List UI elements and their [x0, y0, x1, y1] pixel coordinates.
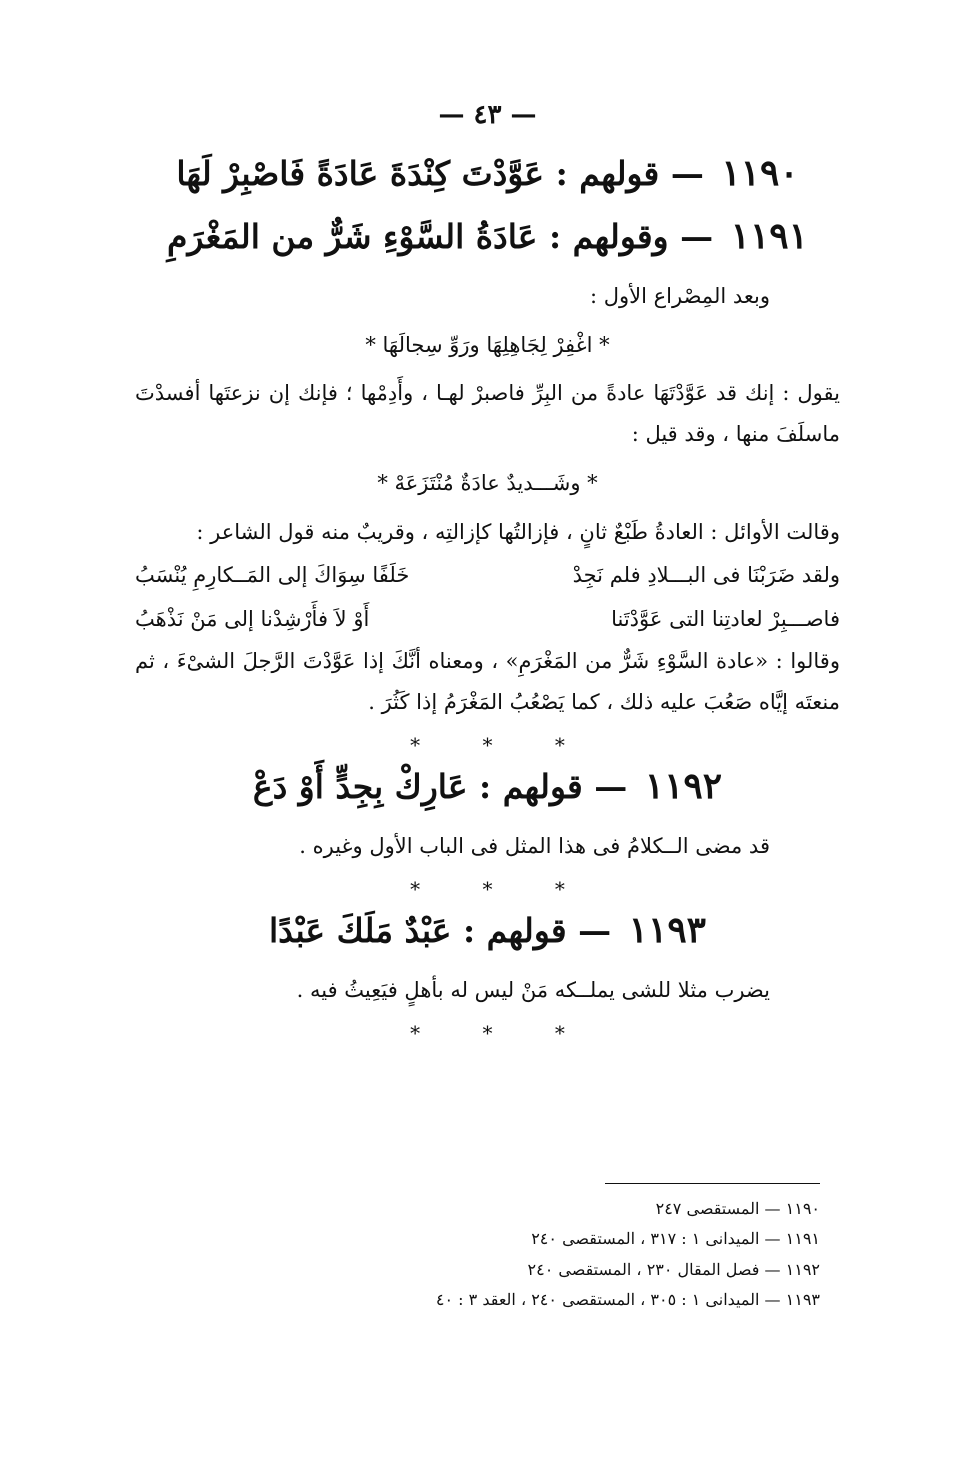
entry-number: ١١٩٠ — [721, 152, 799, 194]
footnote: ١١٩١ — الميدانى ١ : ٣١٧ ، المستقصى ٢٤٠ — [531, 1229, 820, 1249]
paragraph-awail: وقالت الأوائل : العادةُ طَبْعٌ ثانٍ ، فإزالتُها كإزالتِه ، وقريبٌ منه قول الشاعر : — [196, 520, 840, 545]
entry-number: ١١٩٣ — [628, 909, 707, 952]
poem-hemistich-first: ولقد ضَرَبْنَا فى البـــلادِ فلم نَجِدْ — [572, 563, 840, 588]
entry-heading-1193 — [135, 907, 840, 954]
entry-title: — قولهم : عَوَّدْتَ كِنْدَةَ عَادَةً فَاصْبِرْ لَهَا — [176, 154, 704, 193]
entry-number: ١١٩١ — [730, 214, 808, 257]
poem-hemistich-second: أَوْ لاَ فأَرْشِدْنا إلى مَنْ نَذْهَبُ — [135, 607, 370, 632]
paragraph-explanation: يقول : إنك قد عَوَّدْتَهَا عادةً من البِرِّ فاصبرْ لهـا ، وأَدِمْها ؛ فإنك إن نزعتَها أفسدْتَ ماسلَفَ منها ، وقد قيل : — [135, 381, 840, 447]
paragraph-reference: قد مضى الــكلامُ فى هذا المثل فى الباب الأول وغيره . — [299, 834, 770, 859]
poem-hemistich-first: فاصـــبِرْ لعادتِنا التى عَوَّدْتَنا — [611, 607, 840, 632]
footnote: ١١٩٣ — الميدانى ١ : ٣٠٥ ، المستقصى ٢٤٠ ، العقد ٣ : ٤٠ — [435, 1290, 820, 1310]
section-divider-stars: * * * — [410, 877, 593, 902]
poem-hemistich-second: خَلَفًا سِوَاكَ إلى المَــكارِمِ يُنْسَبُ — [135, 563, 410, 588]
section-divider-stars: * * * — [410, 733, 593, 758]
footnote: ١١٩٠ — المستقصى ٢٤٧ — [655, 1199, 820, 1218]
verse-line: * وشَـــديدٌ عادَةٌ مُنْتَزَعَهْ * — [377, 471, 598, 496]
poem — [135, 553, 840, 641]
section-divider-stars: * * * — [410, 1020, 593, 1045]
poem-verse — [135, 553, 840, 597]
entry-number: ١١٩٢ — [644, 765, 723, 808]
paragraph-intro: وبعد المِصْراع الأول : — [590, 283, 770, 308]
page-number: — ٤٣ — — [438, 100, 537, 130]
footnote: ١١٩٢ — فصل المقال ٢٣٠ ، المستقصى ٢٤٠ — [527, 1259, 820, 1279]
footnote-divider — [605, 1183, 820, 1184]
entry-title: — قولهم : عَارِكْ بِجِدٍّ أَوْ دَعْ — [252, 767, 628, 807]
verse-line: * اغْفِرْ لِجَاهِلِهَا ورَوِّ سِجالَهَا * — [365, 332, 610, 357]
poem-verse — [135, 597, 840, 641]
entry-title: — قولهم : عَبْدٌ مَلَكَ عَبْدًا — [268, 911, 612, 951]
entry-title: — وقولهم : عَادَةُ السَّوْءِ شَرٌّ من المَغْرَمِ — [167, 216, 714, 256]
page-content — [135, 150, 840, 1051]
entry-heading-1190 — [135, 150, 840, 197]
entry-heading-1191 — [135, 213, 840, 260]
paragraph-usage: يضرب مثلا للشى يملــكه مَنْ ليس له بأهلٍ فيَعِيثُ فيه . — [296, 977, 770, 1002]
entry-heading-1192 — [135, 763, 840, 810]
paragraph-meaning: وقالوا : «عادة السَّوْءِ شَرٌّ من المَغْرَمِ» ، ومعناه أنَّكَ إذا عَوَّدْتَ الرَّجلَ الشىْءَ ، ثم منعتَه إيَّاه صَعُبَ عليه ذلك ، كما يَصْعُبُ المَغْرَمُ إذا كَثُرَ . — [135, 649, 840, 715]
footnotes — [300, 1183, 820, 1316]
